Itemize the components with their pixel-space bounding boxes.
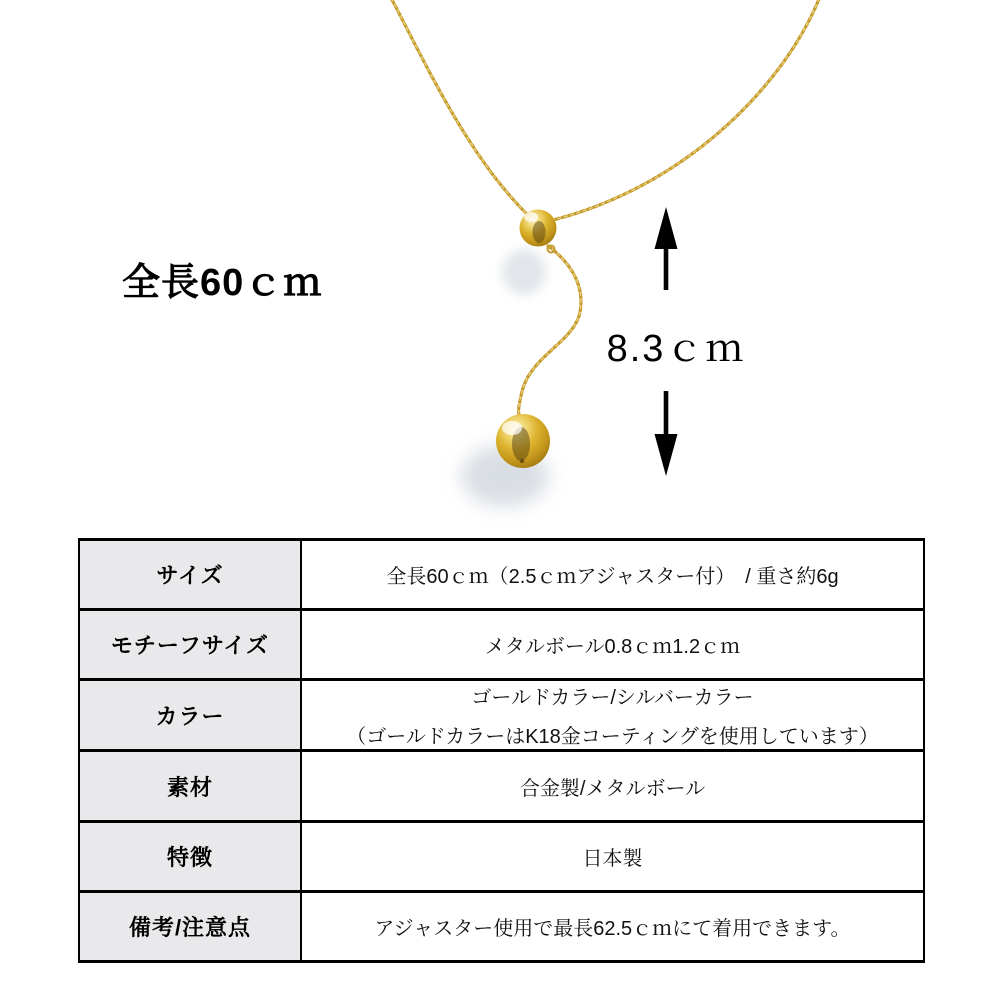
spec-value-color-line2: （ゴールドカラーはK18金コーティングを使用しています） — [346, 726, 879, 749]
spec-value-feature: 日本製 — [301, 821, 924, 891]
spec-row-color — [79, 680, 924, 751]
spec-value-notes: アジャスター使用で最長62.5ｃｍにて着用できます。 — [301, 891, 924, 961]
spec-value-motif-size: メタルボール0.8ｃｍ1.2ｃｍ — [301, 610, 924, 680]
spec-label-notes: 備考/注意点 — [79, 891, 301, 961]
spec-table — [78, 538, 925, 963]
down-arrow-icon — [655, 391, 678, 476]
spec-row-size — [79, 540, 924, 610]
up-arrow-icon — [655, 207, 678, 290]
spec-label-motif-size: モチーフサイズ — [79, 610, 301, 680]
spec-value-color — [301, 680, 924, 751]
spec-row-material — [79, 751, 924, 821]
spec-label-material: 素材 — [79, 751, 301, 821]
spec-label-size: サイズ — [79, 540, 301, 610]
spec-value-color-line1: ゴールドカラー/シルバーカラー — [471, 687, 754, 710]
spec-row-motif-size — [79, 610, 924, 680]
ball-shadows — [461, 249, 549, 507]
drop-length-label: 8.3ｃｍ — [606, 328, 746, 370]
spec-label-color: カラー — [79, 680, 301, 751]
metal-ball-small — [520, 210, 557, 247]
spec-row-notes — [79, 891, 924, 961]
total-length-label: 全長60ｃｍ — [122, 262, 323, 304]
spec-label-feature: 特徴 — [79, 821, 301, 891]
spec-row-feature — [79, 821, 924, 891]
metal-ball-large — [496, 414, 550, 468]
spec-value-material: 合金製/メタルボール — [301, 751, 924, 821]
spec-value-size: 全長60ｃｍ（2.5ｃｍアジャスター付） / 重さ約6g — [301, 540, 924, 610]
